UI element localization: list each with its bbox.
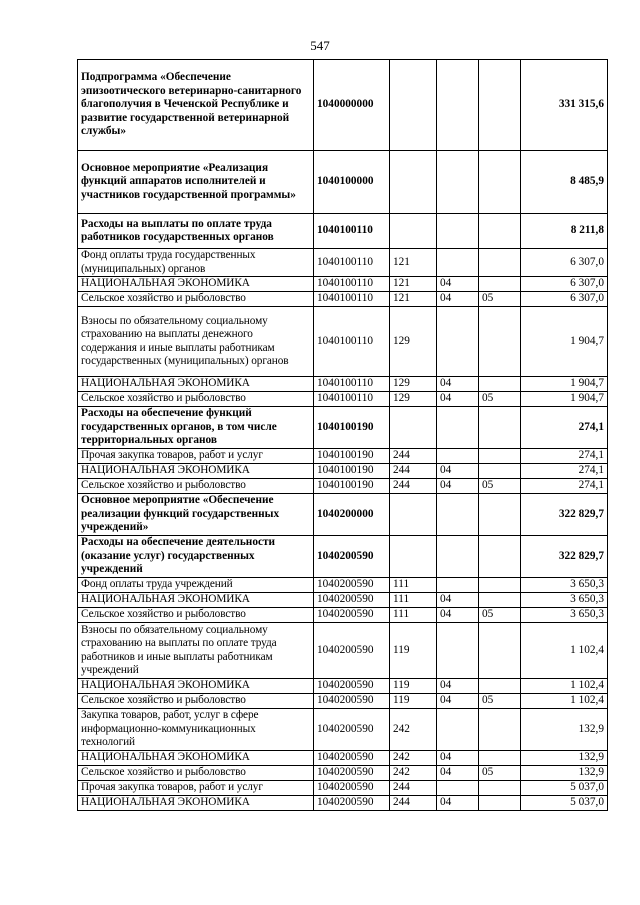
row-amount-cell: 132,9 — [521, 751, 608, 766]
row-section-cell: 04 — [437, 608, 479, 623]
row-code-cell: 1040100110 — [314, 249, 390, 277]
row-name-cell: Фонд оплаты труда учреждений — [78, 578, 314, 593]
row-code-cell: 1040100110 — [314, 277, 390, 292]
row-amount-cell: 274,1 — [521, 407, 608, 449]
row-name-cell: НАЦИОНАЛЬНАЯ ЭКОНОМИКА — [78, 751, 314, 766]
row-section-cell — [437, 623, 479, 679]
row-name-cell: НАЦИОНАЛЬНАЯ ЭКОНОМИКА — [78, 277, 314, 292]
row-subsection-cell: 05 — [479, 608, 521, 623]
row-section-cell — [437, 151, 479, 214]
row-code-cell: 1040200590 — [314, 578, 390, 593]
row-section-cell — [437, 60, 479, 151]
table-row — [78, 277, 608, 292]
row-subsection-cell: 05 — [479, 694, 521, 709]
table-row — [78, 593, 608, 608]
table-row — [78, 796, 608, 811]
row-name-cell: Расходы на обеспечение деятельности (оказание услуг) государственных учреждений — [78, 536, 314, 578]
table-row — [78, 679, 608, 694]
row-code-cell: 1040100110 — [314, 392, 390, 407]
row-subsection-cell: 05 — [479, 392, 521, 407]
row-subsection-cell: 05 — [479, 479, 521, 494]
row-name-cell: Расходы на обеспечение функций государственных органов, в том числе территориальных органов — [78, 407, 314, 449]
row-code-cell: 1040100110 — [314, 377, 390, 392]
page-number: 547 — [310, 38, 330, 53]
table-row — [78, 536, 608, 578]
row-code-cell: 1040200000 — [314, 494, 390, 536]
row-name-cell: Подпрограмма «Обеспечение эпизоотического ветеринарно-санитарного благополучия в Чеченской Республике и развитие государственной ветеринарной службы» — [78, 60, 314, 151]
row-subsection-cell — [479, 751, 521, 766]
row-amount-cell: 322 829,7 — [521, 536, 608, 578]
table-row — [78, 766, 608, 781]
row-subsection-cell — [479, 494, 521, 536]
row-subsection-cell — [479, 277, 521, 292]
row-code-cell: 1040200590 — [314, 608, 390, 623]
row-amount-cell: 274,1 — [521, 449, 608, 464]
row-name-cell: НАЦИОНАЛЬНАЯ ЭКОНОМИКА — [78, 464, 314, 479]
row-expense-type-cell: 119 — [390, 623, 437, 679]
row-expense-type-cell — [390, 214, 437, 249]
row-expense-type-cell: 129 — [390, 307, 437, 377]
row-section-cell — [437, 249, 479, 277]
row-code-cell: 1040200590 — [314, 781, 390, 796]
row-section-cell: 04 — [437, 392, 479, 407]
row-code-cell: 1040200590 — [314, 709, 390, 751]
table-row — [78, 377, 608, 392]
row-name-cell: НАЦИОНАЛЬНАЯ ЭКОНОМИКА — [78, 679, 314, 694]
row-section-cell: 04 — [437, 593, 479, 608]
row-name-cell: НАЦИОНАЛЬНАЯ ЭКОНОМИКА — [78, 377, 314, 392]
row-expense-type-cell: 244 — [390, 479, 437, 494]
table-row — [78, 214, 608, 249]
row-code-cell: 1040200590 — [314, 623, 390, 679]
row-section-cell: 04 — [437, 479, 479, 494]
row-amount-cell: 3 650,3 — [521, 593, 608, 608]
row-name-cell: Основное мероприятие «Реализация функций аппаратов исполнителей и участников государственной программы» — [78, 151, 314, 214]
row-subsection-cell — [479, 307, 521, 377]
row-amount-cell: 132,9 — [521, 766, 608, 781]
row-subsection-cell — [479, 709, 521, 751]
row-section-cell — [437, 494, 479, 536]
row-code-cell: 1040200590 — [314, 796, 390, 811]
table-row — [78, 694, 608, 709]
row-expense-type-cell: 111 — [390, 608, 437, 623]
row-expense-type-cell: 242 — [390, 766, 437, 781]
row-name-cell: Прочая закупка товаров, работ и услуг — [78, 781, 314, 796]
row-section-cell: 04 — [437, 679, 479, 694]
row-name-cell: Закупка товаров, работ, услуг в сфере информационно-коммуникационных технологий — [78, 709, 314, 751]
row-subsection-cell: 05 — [479, 766, 521, 781]
row-amount-cell: 1 102,4 — [521, 694, 608, 709]
table-row — [78, 464, 608, 479]
row-name-cell: Сельское хозяйство и рыболовство — [78, 292, 314, 307]
row-section-cell: 04 — [437, 377, 479, 392]
row-code-cell: 1040200590 — [314, 694, 390, 709]
budget-table — [77, 59, 608, 811]
table-row — [78, 494, 608, 536]
row-amount-cell: 1 904,7 — [521, 377, 608, 392]
table-row — [78, 751, 608, 766]
row-code-cell: 1040100110 — [314, 292, 390, 307]
row-subsection-cell — [479, 781, 521, 796]
row-expense-type-cell: 244 — [390, 796, 437, 811]
row-section-cell: 04 — [437, 796, 479, 811]
row-subsection-cell — [479, 407, 521, 449]
row-amount-cell: 6 307,0 — [521, 277, 608, 292]
row-code-cell: 1040200590 — [314, 536, 390, 578]
row-section-cell: 04 — [437, 751, 479, 766]
row-amount-cell: 3 650,3 — [521, 608, 608, 623]
row-code-cell: 1040200590 — [314, 679, 390, 694]
row-expense-type-cell — [390, 151, 437, 214]
row-code-cell: 1040200590 — [314, 751, 390, 766]
row-subsection-cell — [479, 593, 521, 608]
row-subsection-cell — [479, 623, 521, 679]
row-name-cell: Основное мероприятие «Обеспечение реализации функций государственных учреждений» — [78, 494, 314, 536]
row-expense-type-cell — [390, 494, 437, 536]
row-name-cell: Сельское хозяйство и рыболовство — [78, 479, 314, 494]
row-amount-cell: 6 307,0 — [521, 249, 608, 277]
row-subsection-cell — [479, 214, 521, 249]
table-row — [78, 407, 608, 449]
row-expense-type-cell: 129 — [390, 392, 437, 407]
row-name-cell: Сельское хозяйство и рыболовство — [78, 608, 314, 623]
table-row — [78, 392, 608, 407]
row-section-cell — [437, 709, 479, 751]
row-section-cell — [437, 449, 479, 464]
row-subsection-cell — [479, 536, 521, 578]
row-code-cell: 1040100190 — [314, 464, 390, 479]
row-subsection-cell — [479, 60, 521, 151]
table-row — [78, 307, 608, 377]
row-expense-type-cell: 242 — [390, 709, 437, 751]
row-section-cell — [437, 214, 479, 249]
row-expense-type-cell: 129 — [390, 377, 437, 392]
row-section-cell: 04 — [437, 766, 479, 781]
row-expense-type-cell: 244 — [390, 449, 437, 464]
table-row — [78, 249, 608, 277]
row-name-cell: Фонд оплаты труда государственных (муниципальных) органов — [78, 249, 314, 277]
table-row — [78, 151, 608, 214]
row-name-cell: Сельское хозяйство и рыболовство — [78, 392, 314, 407]
table-row — [78, 781, 608, 796]
row-expense-type-cell: 242 — [390, 751, 437, 766]
row-expense-type-cell: 121 — [390, 292, 437, 307]
table-row — [78, 479, 608, 494]
row-expense-type-cell — [390, 60, 437, 151]
row-amount-cell: 8 211,8 — [521, 214, 608, 249]
row-section-cell — [437, 407, 479, 449]
row-expense-type-cell: 119 — [390, 694, 437, 709]
table-row — [78, 623, 608, 679]
table-row — [78, 608, 608, 623]
row-expense-type-cell: 244 — [390, 781, 437, 796]
row-amount-cell: 3 650,3 — [521, 578, 608, 593]
row-subsection-cell — [479, 449, 521, 464]
row-section-cell: 04 — [437, 277, 479, 292]
row-amount-cell: 274,1 — [521, 479, 608, 494]
row-section-cell — [437, 781, 479, 796]
row-code-cell: 1040100190 — [314, 407, 390, 449]
row-subsection-cell — [479, 796, 521, 811]
row-name-cell: Прочая закупка товаров, работ и услуг — [78, 449, 314, 464]
row-amount-cell: 1 102,4 — [521, 623, 608, 679]
row-code-cell: 1040100190 — [314, 449, 390, 464]
row-amount-cell: 322 829,7 — [521, 494, 608, 536]
row-amount-cell: 331 315,6 — [521, 60, 608, 151]
row-code-cell: 1040000000 — [314, 60, 390, 151]
row-section-cell — [437, 536, 479, 578]
row-expense-type-cell — [390, 536, 437, 578]
row-expense-type-cell: 119 — [390, 679, 437, 694]
row-amount-cell: 1 102,4 — [521, 679, 608, 694]
row-name-cell: Сельское хозяйство и рыболовство — [78, 694, 314, 709]
row-name-cell: Сельское хозяйство и рыболовство — [78, 766, 314, 781]
row-amount-cell: 274,1 — [521, 464, 608, 479]
row-section-cell: 04 — [437, 292, 479, 307]
table-row — [78, 578, 608, 593]
row-section-cell: 04 — [437, 694, 479, 709]
row-expense-type-cell: 111 — [390, 593, 437, 608]
row-code-cell: 1040100110 — [314, 307, 390, 377]
row-section-cell: 04 — [437, 464, 479, 479]
row-subsection-cell: 05 — [479, 292, 521, 307]
row-code-cell: 1040100190 — [314, 479, 390, 494]
row-name-cell: Взносы по обязательному социальному страхованию на выплаты по оплате труда работников и иные выплаты работникам учреждений — [78, 623, 314, 679]
row-code-cell: 1040100110 — [314, 214, 390, 249]
table-row — [78, 60, 608, 151]
row-expense-type-cell: 111 — [390, 578, 437, 593]
row-section-cell — [437, 578, 479, 593]
row-expense-type-cell: 244 — [390, 464, 437, 479]
row-amount-cell: 5 037,0 — [521, 796, 608, 811]
row-name-cell: НАЦИОНАЛЬНАЯ ЭКОНОМИКА — [78, 593, 314, 608]
row-subsection-cell — [479, 464, 521, 479]
row-name-cell: НАЦИОНАЛЬНАЯ ЭКОНОМИКА — [78, 796, 314, 811]
table-body — [78, 60, 608, 811]
row-expense-type-cell: 121 — [390, 249, 437, 277]
row-expense-type-cell — [390, 407, 437, 449]
row-code-cell: 1040200590 — [314, 766, 390, 781]
row-amount-cell: 1 904,7 — [521, 307, 608, 377]
table-row — [78, 709, 608, 751]
row-amount-cell: 132,9 — [521, 709, 608, 751]
row-subsection-cell — [479, 249, 521, 277]
row-subsection-cell — [479, 151, 521, 214]
table-row — [78, 449, 608, 464]
row-subsection-cell — [479, 679, 521, 694]
row-code-cell: 1040200590 — [314, 593, 390, 608]
row-amount-cell: 8 485,9 — [521, 151, 608, 214]
row-expense-type-cell: 121 — [390, 277, 437, 292]
row-name-cell: Взносы по обязательному социальному страхованию на выплаты денежного содержания и иные выплаты работникам государственных (муниципальных) органов — [78, 307, 314, 377]
row-subsection-cell — [479, 377, 521, 392]
row-code-cell: 1040100000 — [314, 151, 390, 214]
row-amount-cell: 5 037,0 — [521, 781, 608, 796]
row-name-cell: Расходы на выплаты по оплате труда работников государственных органов — [78, 214, 314, 249]
row-subsection-cell — [479, 578, 521, 593]
row-amount-cell: 1 904,7 — [521, 392, 608, 407]
row-section-cell — [437, 307, 479, 377]
row-amount-cell: 6 307,0 — [521, 292, 608, 307]
table-row — [78, 292, 608, 307]
